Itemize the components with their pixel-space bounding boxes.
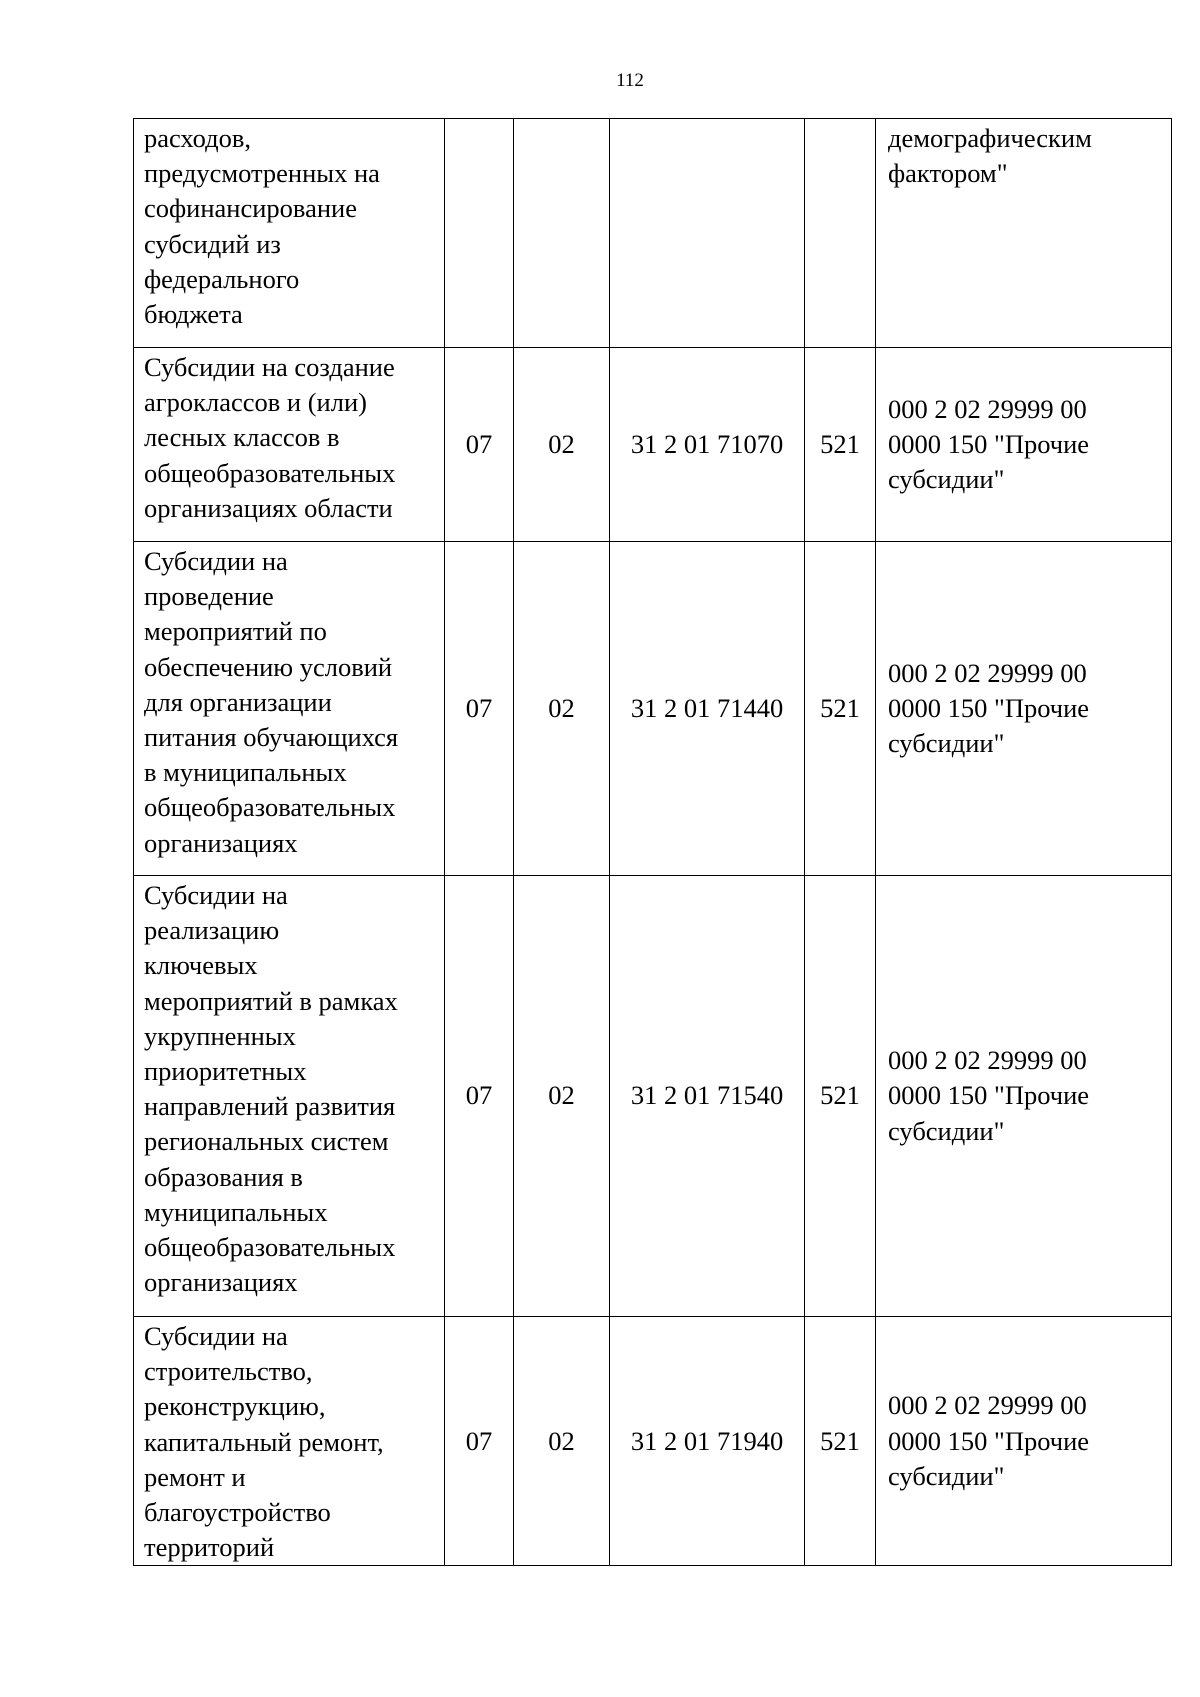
cell-subsection: 02: [514, 542, 610, 876]
cell-name: Субсидии на проведение мероприятий по обеспечению условий для организации питания обучающихся в муниципальных общеобразовательных организациях: [134, 542, 445, 876]
cell-target-article: 31 2 01 71070: [610, 348, 805, 542]
cell-revenue-code: 000 2 02 29999 00 0000 150 "Прочие субсидии": [876, 876, 1172, 1317]
cell-section: 07: [445, 542, 514, 876]
cell-revenue-code: 000 2 02 29999 00 0000 150 "Прочие субсидии": [876, 1317, 1172, 1566]
table-row: [134, 542, 1172, 876]
cell-expense-type: 521: [805, 876, 876, 1317]
cell-section: 07: [445, 1317, 514, 1566]
cell-name: расходов, предусмотренных на софинансирование субсидий из федерального бюджета: [134, 119, 445, 348]
page-number: 112: [616, 70, 644, 91]
cell-name: Субсидии на строительство, реконструкцию, капитальный ремонт, ремонт и благоустройство территорий: [134, 1317, 445, 1566]
cell-target-article: [610, 119, 805, 348]
cell-revenue-code: 000 2 02 29999 00 0000 150 "Прочие субсидии": [876, 542, 1172, 876]
cell-revenue-code: демографическим фактором": [876, 119, 1172, 348]
table-row: [134, 1317, 1172, 1566]
budget-table: [133, 118, 1172, 1566]
cell-subsection: 02: [514, 348, 610, 542]
cell-target-article: 31 2 01 71440: [610, 542, 805, 876]
cell-expense-type: [805, 119, 876, 348]
cell-target-article: 31 2 01 71540: [610, 876, 805, 1317]
cell-target-article: 31 2 01 71940: [610, 1317, 805, 1566]
cell-revenue-code: 000 2 02 29999 00 0000 150 "Прочие субсидии": [876, 348, 1172, 542]
cell-name: Субсидии на создание агроклассов и (или) лесных классов в общеобразовательных организациях области: [134, 348, 445, 542]
cell-expense-type: 521: [805, 1317, 876, 1566]
cell-section: 07: [445, 876, 514, 1317]
cell-subsection: [514, 119, 610, 348]
cell-expense-type: 521: [805, 348, 876, 542]
table-row: [134, 876, 1172, 1317]
cell-subsection: 02: [514, 1317, 610, 1566]
cell-subsection: 02: [514, 876, 610, 1317]
cell-name: Субсидии на реализацию ключевых мероприятий в рамках укрупненных приоритетных направлений развития региональных систем образования в муниципальных общеобразовательных организациях: [134, 876, 445, 1317]
cell-section: [445, 119, 514, 348]
table-row: [134, 348, 1172, 542]
table-row: [134, 119, 1172, 348]
cell-section: 07: [445, 348, 514, 542]
cell-expense-type: 521: [805, 542, 876, 876]
